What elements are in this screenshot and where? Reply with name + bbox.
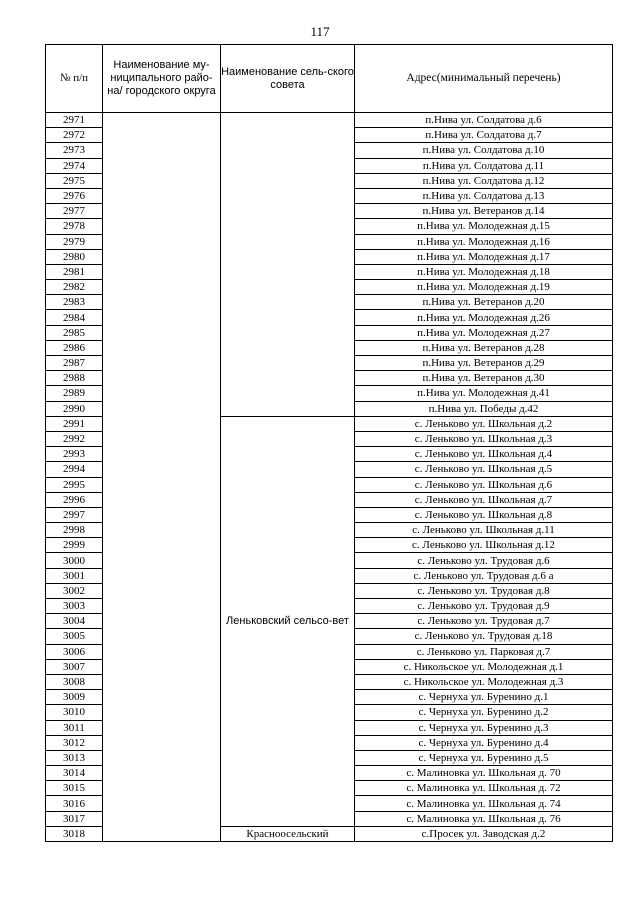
row-number: 2983 xyxy=(46,295,103,310)
address-cell: с. Леньково ул. Трудовая д.9 xyxy=(355,599,613,614)
address-cell: п.Нива ул. Солдатова д.7 xyxy=(355,128,613,143)
address-cell: п.Нива ул. Молодежная д.15 xyxy=(355,219,613,234)
row-number: 2985 xyxy=(46,325,103,340)
row-number: 2975 xyxy=(46,173,103,188)
row-number: 3007 xyxy=(46,659,103,674)
address-cell: п.Нива ул. Победы д.42 xyxy=(355,401,613,416)
row-number: 2998 xyxy=(46,523,103,538)
row-number: 2988 xyxy=(46,371,103,386)
header-council: Наименование сель-ского совета xyxy=(221,45,355,113)
address-cell: п.Нива ул. Молодежная д.16 xyxy=(355,234,613,249)
address-cell: п.Нива ул. Молодежная д.27 xyxy=(355,325,613,340)
address-cell: с. Леньково ул. Школьная д.4 xyxy=(355,447,613,462)
table-header-row xyxy=(46,45,613,113)
row-number: 3005 xyxy=(46,629,103,644)
council-cell: Красноосельский xyxy=(221,826,355,841)
table-body xyxy=(46,113,613,842)
row-number: 3002 xyxy=(46,583,103,598)
row-number: 2978 xyxy=(46,219,103,234)
address-cell: с. Леньково ул. Школьная д.6 xyxy=(355,477,613,492)
address-cell: п.Нива ул. Ветеранов д.28 xyxy=(355,340,613,355)
row-number: 2977 xyxy=(46,204,103,219)
address-cell: с. Леньково ул. Трудовая д.8 xyxy=(355,583,613,598)
row-number: 2989 xyxy=(46,386,103,401)
row-number: 2984 xyxy=(46,310,103,325)
address-cell: с. Малиновка ул. Школьная д. 76 xyxy=(355,811,613,826)
address-cell: п.Нива ул. Молодежная д.18 xyxy=(355,264,613,279)
table-row xyxy=(46,113,613,128)
address-cell: п.Нива ул. Солдатова д.13 xyxy=(355,188,613,203)
address-cell: п.Нива ул. Солдатова д.11 xyxy=(355,158,613,173)
address-cell: п.Нива ул. Солдатова д.10 xyxy=(355,143,613,158)
row-number: 3001 xyxy=(46,568,103,583)
district-cell xyxy=(103,113,221,842)
header-number: № п/п xyxy=(46,45,103,113)
address-cell: с. Никольское ул. Молодежная д.1 xyxy=(355,659,613,674)
address-cell: с. Леньково ул. Трудовая д.6 а xyxy=(355,568,613,583)
row-number: 3004 xyxy=(46,614,103,629)
address-cell: п.Нива ул. Молодежная д.26 xyxy=(355,310,613,325)
row-number: 2995 xyxy=(46,477,103,492)
address-cell: с. Леньково ул. Школьная д.8 xyxy=(355,507,613,522)
address-cell: с. Леньково ул. Парковая д.7 xyxy=(355,644,613,659)
address-cell: с. Леньково ул. Школьная д.12 xyxy=(355,538,613,553)
row-number: 3014 xyxy=(46,766,103,781)
row-number: 3016 xyxy=(46,796,103,811)
address-cell: с. Леньково ул. Трудовая д.6 xyxy=(355,553,613,568)
address-cell: п.Нива ул. Молодежная д.19 xyxy=(355,280,613,295)
row-number: 3000 xyxy=(46,553,103,568)
address-cell: п.Нива ул. Ветеранов д.29 xyxy=(355,356,613,371)
row-number: 2981 xyxy=(46,264,103,279)
address-cell: п.Нива ул. Молодежная д.41 xyxy=(355,386,613,401)
row-number: 2994 xyxy=(46,462,103,477)
row-number: 2990 xyxy=(46,401,103,416)
address-cell: с. Чернуха ул. Буренино д.4 xyxy=(355,735,613,750)
address-cell: п.Нива ул. Солдатова д.6 xyxy=(355,113,613,128)
address-cell: с. Леньково ул. Трудовая д.18 xyxy=(355,629,613,644)
address-cell: с. Никольское ул. Молодежная д.3 xyxy=(355,674,613,689)
row-number: 2974 xyxy=(46,158,103,173)
row-number: 3017 xyxy=(46,811,103,826)
address-cell: с.Просек ул. Заводская д.2 xyxy=(355,826,613,841)
row-number: 2996 xyxy=(46,492,103,507)
address-cell: с. Чернуха ул. Буренино д.2 xyxy=(355,705,613,720)
row-number: 2986 xyxy=(46,340,103,355)
row-number: 2982 xyxy=(46,280,103,295)
address-cell: с. Чернуха ул. Буренино д.3 xyxy=(355,720,613,735)
row-number: 2997 xyxy=(46,507,103,522)
address-register-table xyxy=(45,44,613,842)
page-number: 117 xyxy=(310,24,330,39)
address-cell: п.Нива ул. Молодежная д.17 xyxy=(355,249,613,264)
address-cell: с. Малиновка ул. Школьная д. 74 xyxy=(355,796,613,811)
row-number: 3009 xyxy=(46,690,103,705)
row-number: 3012 xyxy=(46,735,103,750)
council-cell xyxy=(221,113,355,417)
row-number: 2999 xyxy=(46,538,103,553)
row-number: 2993 xyxy=(46,447,103,462)
address-cell: с. Леньково ул. Школьная д.3 xyxy=(355,431,613,446)
row-number: 2979 xyxy=(46,234,103,249)
address-cell: п.Нива ул. Ветеранов д.20 xyxy=(355,295,613,310)
address-cell: с. Малиновка ул. Школьная д. 70 xyxy=(355,766,613,781)
row-number: 2987 xyxy=(46,356,103,371)
address-cell: с. Леньково ул. Школьная д.11 xyxy=(355,523,613,538)
address-cell: с. Малиновка ул. Школьная д. 72 xyxy=(355,781,613,796)
address-cell: с. Чернуха ул. Буренино д.1 xyxy=(355,690,613,705)
address-cell: п.Нива ул. Ветеранов д.14 xyxy=(355,204,613,219)
row-number: 3015 xyxy=(46,781,103,796)
address-cell: п.Нива ул. Ветеранов д.30 xyxy=(355,371,613,386)
address-cell: с. Леньково ул. Школьная д.5 xyxy=(355,462,613,477)
council-cell: Леньковский сельсо-вет xyxy=(221,416,355,826)
row-number: 2971 xyxy=(46,113,103,128)
row-number: 3008 xyxy=(46,674,103,689)
row-number: 2973 xyxy=(46,143,103,158)
address-cell: с. Леньково ул. Школьная д.7 xyxy=(355,492,613,507)
address-cell: п.Нива ул. Солдатова д.12 xyxy=(355,173,613,188)
row-number: 3013 xyxy=(46,750,103,765)
row-number: 3006 xyxy=(46,644,103,659)
row-number: 2980 xyxy=(46,249,103,264)
row-number: 3003 xyxy=(46,599,103,614)
row-number: 2976 xyxy=(46,188,103,203)
address-cell: с. Чернуха ул. Буренино д.5 xyxy=(355,750,613,765)
row-number: 3011 xyxy=(46,720,103,735)
address-cell: с. Леньково ул. Трудовая д.7 xyxy=(355,614,613,629)
header-district: Наименование му-ниципального райо-на/ городского округа xyxy=(103,45,221,113)
row-number: 3018 xyxy=(46,826,103,841)
row-number: 2972 xyxy=(46,128,103,143)
header-address: Адрес(минимальный перечень) xyxy=(355,45,613,113)
row-number: 3010 xyxy=(46,705,103,720)
row-number: 2991 xyxy=(46,416,103,431)
address-cell: с. Леньково ул. Школьная д.2 xyxy=(355,416,613,431)
row-number: 2992 xyxy=(46,431,103,446)
